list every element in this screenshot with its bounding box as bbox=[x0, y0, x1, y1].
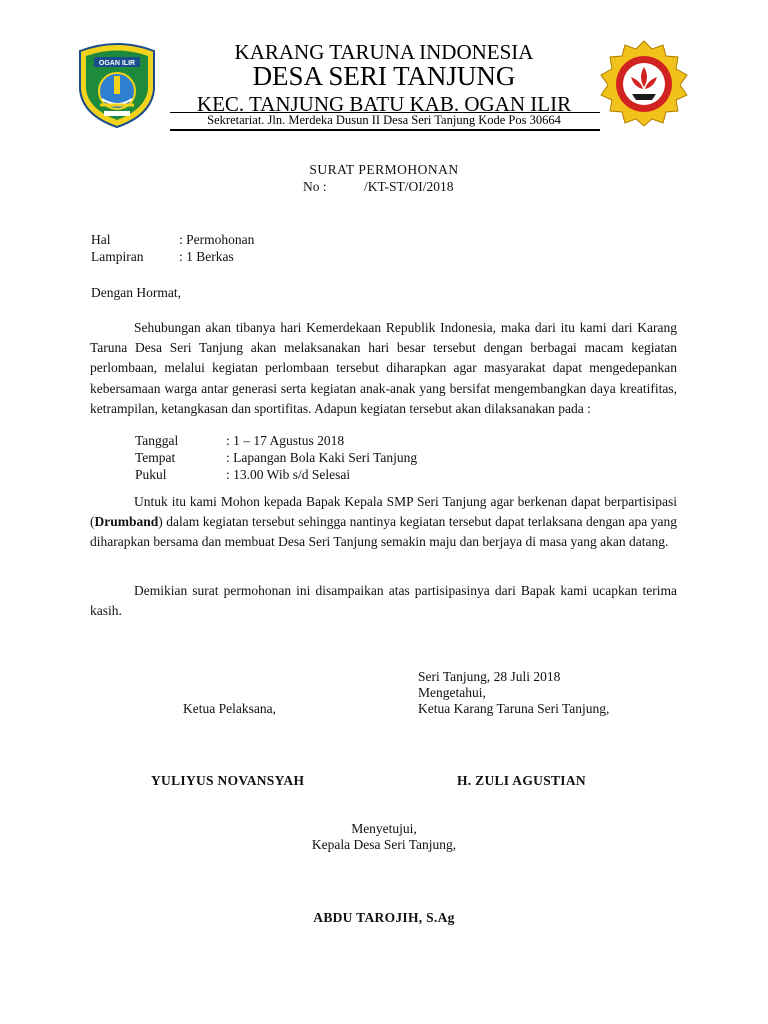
detail-value-place: : Lapangan Bola Kaki Seri Tanjung bbox=[226, 450, 418, 465]
body-paragraph-1 bbox=[90, 318, 677, 419]
place-date: Seri Tanjung, 28 Juli 2018 bbox=[418, 669, 561, 684]
body-paragraph-2-after: ) dalam kegiatan tersebut sehingga nantinya kegiatan tersebut dapat terlaksana dengan apa yang diharapkan bersama dan membuat Desa Seri Tanjung semakin maju dan berjaya di masa yang akan datang. bbox=[90, 514, 677, 550]
attachment-label: Lampiran bbox=[91, 249, 144, 264]
detail-label-time: Pukul bbox=[135, 467, 167, 482]
approver-role: Kepala Desa Seri Tanjung, bbox=[311, 837, 457, 852]
district-name: KEC. TANJUNG BATU KAB. OGAN ILIR bbox=[196, 92, 572, 116]
subject-value: : Permohonan bbox=[179, 232, 255, 247]
detail-value-time: : 13.00 Wib s/d Selesai bbox=[226, 467, 351, 482]
left-signer-role: Ketua Pelaksana, bbox=[183, 701, 276, 716]
emblem-banner-text: OGAN ILIR bbox=[98, 60, 136, 67]
subject-label: Hal bbox=[91, 232, 111, 247]
detail-value-date: : 1 – 17 Agustus 2018 bbox=[226, 433, 345, 448]
body-paragraph-3-text: Demikian surat permohonan ini disampaikan atas partisipasinya dari Bapak kami ucapkan terima kasih. bbox=[90, 583, 677, 619]
letter-number-value: /KT-ST/OI/2018 bbox=[364, 179, 454, 194]
right-signer-role: Ketua Karang Taruna Seri Tanjung, bbox=[418, 701, 610, 716]
approved-label: Menyetujui, bbox=[351, 821, 417, 836]
organization-name: KARANG TARUNA INDONESIA bbox=[234, 40, 534, 64]
detail-label-place: Tempat bbox=[135, 450, 176, 465]
body-paragraph-1-text: Sehubungan akan tibanya hari Kemerdekaan Republik Indonesia, maka dari itu kami dari Karang Taruna Desa Seri Tanjung akan melaksanakan hari besar tersebut dengan berbagai macam kegiatan perlombaan, melalui kegiatan perlombaan tersebut diharapkan agar masyarakat dapat mengedepankan kebersamaan warga antar generasi serta kegiatan anak-anak yang bersifat mengembangkan daya kreatifitas, ketrampilan, ketangkasan dan sportifitas. Adapun kegiatan tersebut akan dilaksanakan pada : bbox=[90, 320, 677, 416]
letter-number-label: No : bbox=[303, 179, 327, 194]
detail-label-date: Tanggal bbox=[135, 433, 179, 448]
salutation: Dengan Hormat, bbox=[91, 285, 181, 300]
drumband-emphasis: Drumband bbox=[94, 514, 159, 530]
left-signer-name: YULIYUS NOVANSYAH bbox=[151, 773, 305, 788]
acknowledged-label: Mengetahui, bbox=[418, 685, 486, 700]
body-paragraph-2-before: Untuk itu kami Mohon kepada Bapak Kepala SMP Seri Tanjung agar berkenan dapat berpartisipasi ( bbox=[90, 494, 677, 530]
attachment-value: : 1 Berkas bbox=[179, 249, 234, 264]
right-signer-name: H. ZULI AGUSTIAN bbox=[457, 773, 586, 788]
header-divider-thick bbox=[170, 129, 600, 131]
secretariat-address: Sekretariat. Jln. Merdeka Dusun II Desa Seri Tanjung Kode Pos 30664 bbox=[207, 113, 561, 127]
body-paragraph-3 bbox=[90, 581, 677, 621]
approver-name: ABDU TAROJIH, S.Ag bbox=[313, 910, 455, 925]
body-paragraph-2 bbox=[90, 492, 677, 553]
letter-heading: SURAT PERMOHONAN bbox=[309, 162, 459, 177]
village-name: DESA SERI TANJUNG bbox=[252, 61, 516, 91]
